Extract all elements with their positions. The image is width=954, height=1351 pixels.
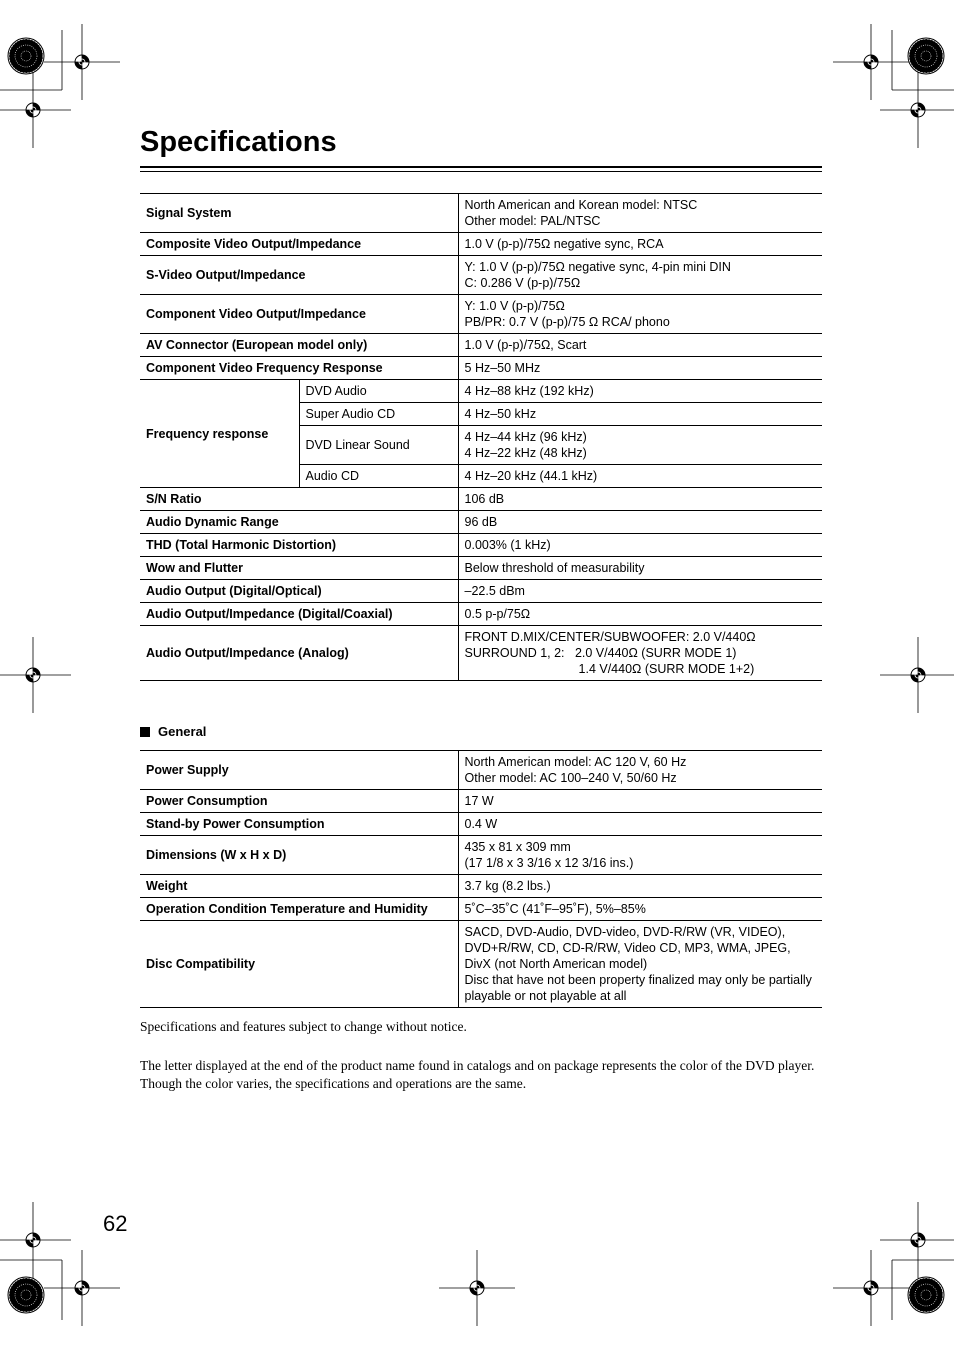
registration-crosshair-icon — [0, 1202, 71, 1278]
table-row — [140, 603, 822, 626]
registration-star-icon — [908, 1277, 944, 1313]
spec-value: 435 x 81 x 309 mm (17 1/8 x 3 3/16 x 12 3/16 ins.) — [458, 836, 822, 875]
spec-label: Dimensions (W x H x D) — [140, 836, 458, 875]
spec-value: 3.7 kg (8.2 lbs.) — [458, 875, 822, 898]
table-row — [140, 875, 822, 898]
spec-label: THD (Total Harmonic Distortion) — [140, 534, 458, 557]
spec-value: 1.0 V (p-p)/75Ω, Scart — [458, 334, 822, 357]
registration-star-icon — [908, 38, 944, 74]
registration-crosshair-icon — [44, 24, 120, 100]
spec-value: 4 Hz–88 kHz (192 kHz) — [458, 380, 822, 403]
spec-label: Stand-by Power Consumption — [140, 813, 458, 836]
registration-crosshair-icon — [0, 72, 71, 148]
spec-label: Audio Output (Digital/Optical) — [140, 580, 458, 603]
title-divider — [140, 166, 822, 168]
spec-sublabel: DVD Audio — [299, 380, 458, 403]
spec-value: 5 Hz–50 MHz — [458, 357, 822, 380]
spec-label: Weight — [140, 875, 458, 898]
spec-value: Y: 1.0 V (p-p)/75Ω negative sync, 4-pin mini DIN C: 0.286 V (p-p)/75Ω — [458, 256, 822, 295]
table-row — [140, 488, 822, 511]
spec-value: 17 W — [458, 790, 822, 813]
registration-star-icon — [8, 38, 44, 74]
registration-crosshair-icon — [833, 24, 909, 100]
spec-value: Y: 1.0 V (p-p)/75Ω PB/PR: 0.7 V (p-p)/75 Ω RCA/ phono — [458, 295, 822, 334]
registration-crosshair-icon — [439, 1250, 515, 1326]
table-row — [140, 921, 822, 1008]
section-heading-general: General — [140, 724, 206, 739]
table-row — [140, 898, 822, 921]
table-row — [140, 334, 822, 357]
footnote: Specifications and features subject to change without notice. — [140, 1019, 467, 1034]
spec-label: Disc Compatibility — [140, 921, 458, 1008]
table-row — [140, 580, 822, 603]
spec-value: North American model: AC 120 V, 60 Hz Other model: AC 100–240 V, 50/60 Hz — [458, 751, 822, 790]
footnote: The letter displayed at the end of the product name found in catalogs and on package represents the color of the DVD player. Though the color varies, the specifications and operations are the same. — [140, 1058, 815, 1091]
spec-sublabel: Audio CD — [299, 465, 458, 488]
spec-label: Power Supply — [140, 751, 458, 790]
table-row — [140, 751, 822, 790]
spec-value: North American and Korean model: NTSC Other model: PAL/NTSC — [458, 194, 822, 233]
table-row — [140, 813, 822, 836]
table-row — [140, 295, 822, 334]
title-divider — [140, 171, 822, 172]
spec-label: Composite Video Output/Impedance — [140, 233, 458, 256]
spec-label: Component Video Output/Impedance — [140, 295, 458, 334]
spec-value: 96 dB — [458, 511, 822, 534]
spec-label: Operation Condition Temperature and Humidity — [140, 898, 458, 921]
table-row — [140, 357, 822, 380]
table-row — [140, 534, 822, 557]
registration-crosshair-icon — [880, 1202, 954, 1278]
spec-value: 0.5 p-p/75Ω — [458, 603, 822, 626]
registration-crosshair-icon — [44, 1250, 120, 1326]
spec-label: Wow and Flutter — [140, 557, 458, 580]
table-row — [140, 557, 822, 580]
spec-label: Frequency response — [140, 380, 299, 488]
table-row — [140, 626, 822, 681]
spec-value: 0.4 W — [458, 813, 822, 836]
spec-value: FRONT D.MIX/CENTER/SUBWOOFER: 2.0 V/440Ω SURROUND 1, 2: 2.0 V/440Ω (SURR MODE 1) 1.4 V/440Ω (SURR MODE 1+2) — [458, 626, 822, 681]
registration-crosshair-icon — [880, 72, 954, 148]
spec-value: –22.5 dBm — [458, 580, 822, 603]
spec-value: 106 dB — [458, 488, 822, 511]
bullet-square-icon — [140, 727, 150, 737]
spec-value: 0.003% (1 kHz) — [458, 534, 822, 557]
table-row — [140, 256, 822, 295]
spec-value: 1.0 V (p-p)/75Ω negative sync, RCA — [458, 233, 822, 256]
spec-value: SACD, DVD-Audio, DVD-video, DVD-R/RW (VR, VIDEO), DVD+R/RW, CD, CD-R/RW, Video CD, MP3, WMA, JPEG, DivX (not North American model) Disc that have not been property finalized may only be partially playable or not playable at all — [458, 921, 822, 1008]
table-row — [140, 233, 822, 256]
registration-crosshair-icon — [0, 637, 71, 713]
spec-label: Signal System — [140, 194, 458, 233]
spec-label: S/N Ratio — [140, 488, 458, 511]
spec-sublabel: Super Audio CD — [299, 403, 458, 426]
table-row — [140, 511, 822, 534]
spec-label: S-Video Output/Impedance — [140, 256, 458, 295]
general-table — [140, 750, 822, 1008]
table-row — [140, 194, 822, 233]
registration-crosshair-icon — [833, 1250, 909, 1326]
table-row — [140, 836, 822, 875]
spec-value: 5˚C–35˚C (41˚F–95˚F), 5%–85% — [458, 898, 822, 921]
spec-table — [140, 193, 822, 681]
spec-label: Component Video Frequency Response — [140, 357, 458, 380]
spec-label: Audio Dynamic Range — [140, 511, 458, 534]
page-title: Specifications — [140, 126, 337, 158]
spec-value: Below threshold of measurability — [458, 557, 822, 580]
spec-label: Audio Output/Impedance (Digital/Coaxial) — [140, 603, 458, 626]
spec-sublabel: DVD Linear Sound — [299, 426, 458, 465]
spec-label: AV Connector (European model only) — [140, 334, 458, 357]
table-row — [140, 380, 822, 403]
spec-label: Audio Output/Impedance (Analog) — [140, 626, 458, 681]
page-number: 62 — [103, 1211, 128, 1236]
spec-label: Power Consumption — [140, 790, 458, 813]
spec-value: 4 Hz–50 kHz — [458, 403, 822, 426]
spec-value: 4 Hz–20 kHz (44.1 kHz) — [458, 465, 822, 488]
table-row — [140, 790, 822, 813]
registration-crosshair-icon — [880, 637, 954, 713]
spec-value: 4 Hz–44 kHz (96 kHz) 4 Hz–22 kHz (48 kHz) — [458, 426, 822, 465]
registration-star-icon — [8, 1277, 44, 1313]
